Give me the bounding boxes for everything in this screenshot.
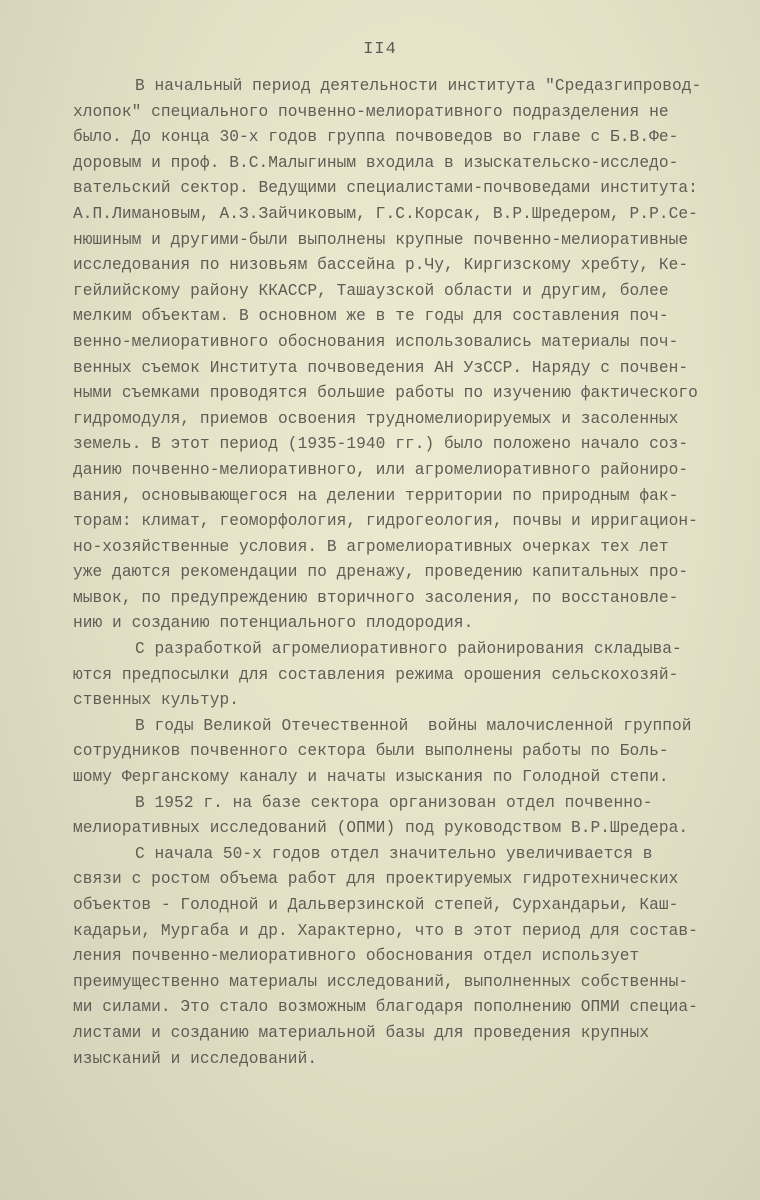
text-line: преимущественно материалы исследований, выполненных собственны- [73,972,689,991]
text-line: сотрудников почвенного сектора были выполнены работы по Боль- [73,742,669,761]
text-line: ми силами. Это стало возможным благодаря пополнению ОПМИ специа- [73,998,698,1017]
text-line: ными съемками проводятся большие работы по изучению фактического [73,384,698,403]
text-line: венно-мелиоративного обоснования использовались материалы поч- [73,332,679,351]
text-line: гейлийскому району ККАССР, Ташаузской области и другим, более [73,281,669,300]
text-line: вательский сектор. Ведущими специалистами-почвоведами института: [73,179,698,198]
text-line: кадарьи, Мургаба и др. Характерно, что в этот период для состав- [73,921,698,940]
text-line: было. До конца 30-х годов группа почвоведов во главе с Б.В.Фе- [73,128,679,147]
text-line: изысканий и исследований. [73,1049,318,1068]
text-line: венных съемок Института почвоведения АН УзССР. Наряду с почвен- [73,358,689,377]
text-line: мелиоративных исследований (ОПМИ) под руководством В.Р.Шредера. [73,819,689,838]
text-line: В годы Великой Отечественной войны малочисленной группой [135,716,692,735]
text-line: нюшиным и другими-были выполнены крупные почвенно-мелиоративные [73,230,689,249]
text-line: исследования по низовьям бассейна р.Чу, Киргизскому хребту, Ке- [73,256,689,275]
text-line: В 1952 г. на базе сектора организован отдел почвенно- [135,793,653,812]
text-line: уже даются рекомендации по дренажу, проведению капитальных про- [73,563,689,582]
text-line: данию почвенно-мелиоративного, или агромелиоративного райониро- [73,460,689,479]
text-line: В начальный период деятельности института "Средазгипровод- [135,77,702,95]
body-text [73,74,743,1072]
text-line: но-хозяйственные условия. В агромелиоративных очерках тех лет [73,537,669,556]
text-line: доровым и проф. В.С.Малыгиным входила в изыскательско-исследо- [73,153,679,172]
text-line: гидромодуля, приемов освоения трудномелиорируемых и засоленных [73,409,679,428]
text-line: земель. В этот период (1935-1940 гг.) было положено начало соз- [73,435,689,454]
text-line: листами и созданию материальной базы для проведения крупных [73,1023,650,1042]
text-line: С разработкой агромелиоративного районирования складыва- [135,640,682,659]
text-line: мелким объектам. В основном же в те годы для составления поч- [73,307,669,326]
text-line: торам: климат, геоморфология, гидрогеология, почвы и ирригацион- [73,512,698,531]
text-line: А.П.Лимановым, А.З.Зайчиковым, Г.С.Корсак, В.Р.Шредером, Р.Р.Се- [73,204,698,223]
text-line: С начала 50-х годов отдел значительно увеличивается в [135,844,653,863]
text-line: шому Ферганскому каналу и начаты изыскания по Голодной степи. [73,768,669,787]
text-line: ственных культур. [73,691,239,710]
text-line: хлопок" специального почвенно-мелиоративного подразделения не [73,102,669,121]
text-line: объектов - Голодной и Дальверзинской степей, Сурхандарьи, Каш- [73,896,679,914]
text-line: нию и созданию потенциального плодородия. [73,614,474,633]
text-line: ления почвенно-мелиоративного обоснования отдел использует [73,947,640,966]
text-line: мывок, по предупреждению вторичного засоления, по восстановле- [73,588,679,607]
page-number: II4 [363,40,397,59]
text-line: ются предпосылки для составления режима орошения сельскохозяй- [73,665,679,684]
text-line: вания, основывающегося на делении территории по природным фак- [73,486,679,505]
text-line: связи с ростом объема работ для проектируемых гидротехнических [73,870,679,889]
